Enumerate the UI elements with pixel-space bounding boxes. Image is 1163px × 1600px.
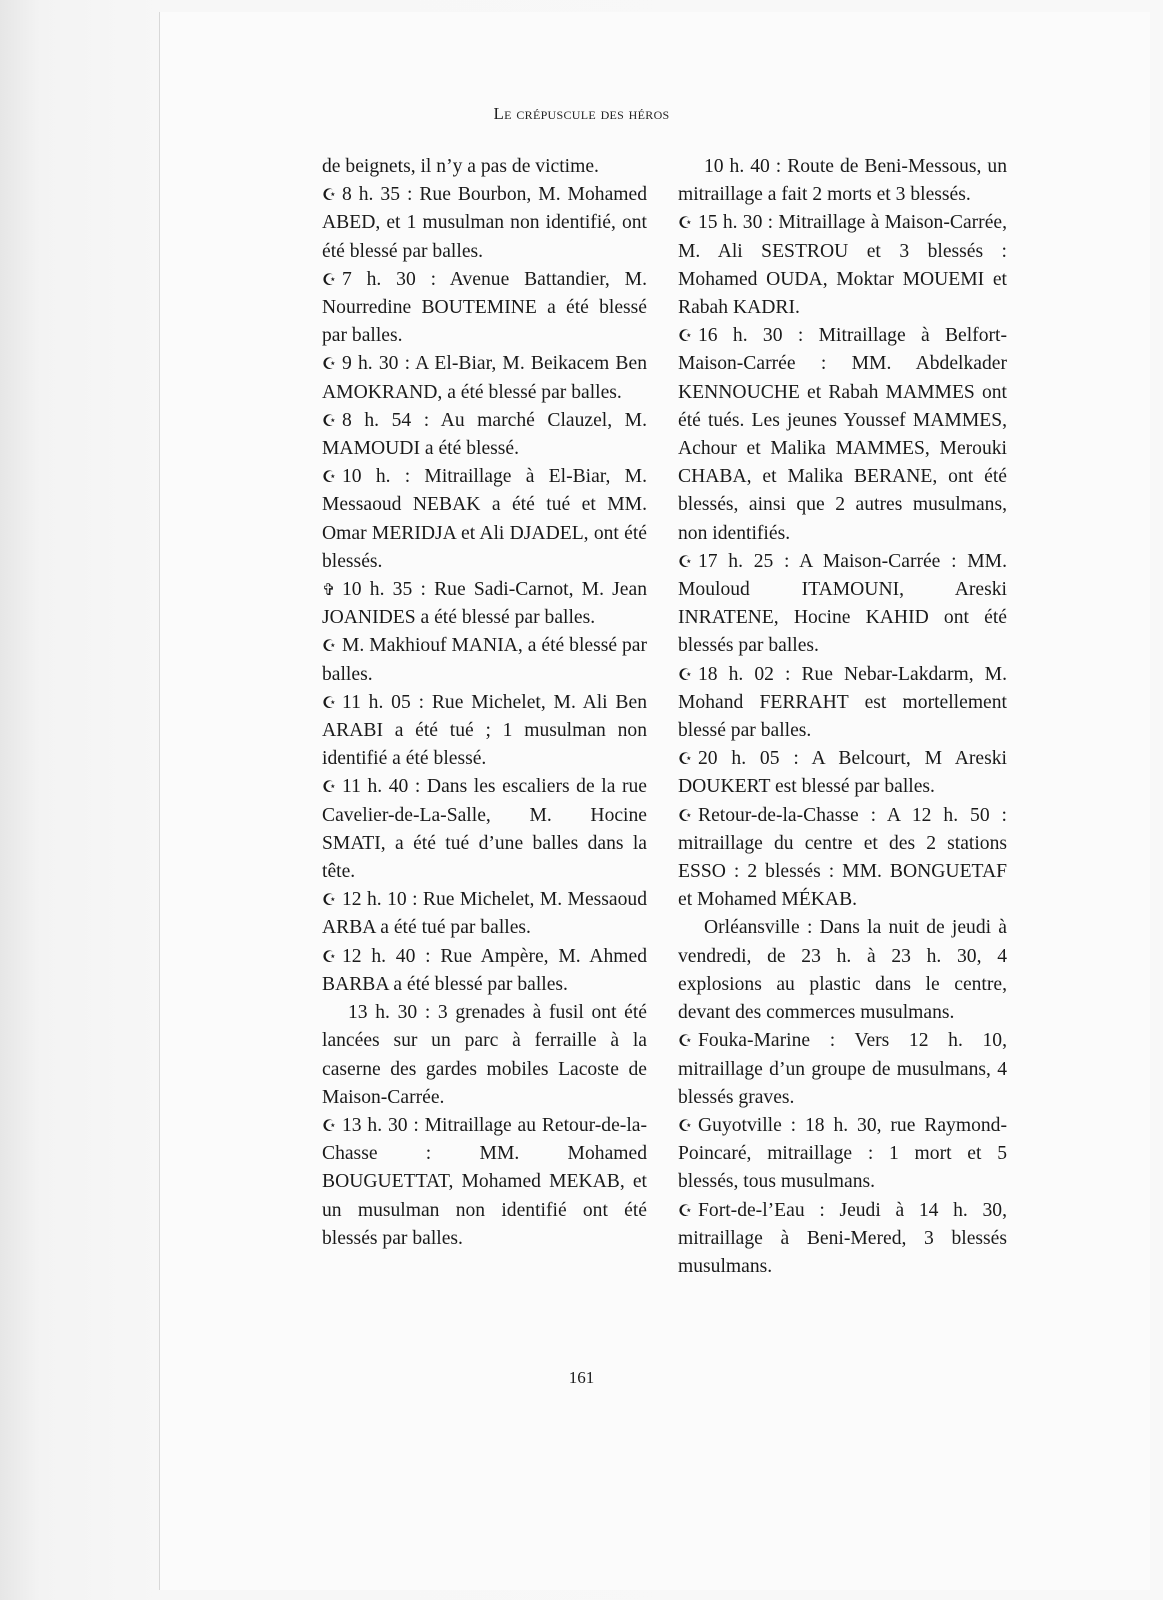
crescent-icon: ☪ (322, 946, 337, 966)
paragraph-text: 8 h. 54 : Au marché Clauzel, M. MAMOUDI a été blessé. (322, 409, 647, 460)
crescent-icon: ☪ (322, 692, 337, 712)
paragraph-text: 18 h. 02 : Rue Nebar-Lakdarm, M. Mohand FERRAHT est mortellement blessé par balles. (678, 663, 1007, 742)
paragraph-text: 8 h. 35 : Rue Bourbon, M. Mohamed ABED, et 1 musulman non identifié, ont été blessé par balles. (322, 184, 647, 262)
paragraph-text: 11 h. 05 : Rue Michelet, M. Ali Ben ARABI a été tué ; 1 musulman non identifié a été blessé. (322, 691, 647, 770)
incident-paragraph (322, 576, 647, 632)
crescent-icon: ☪ (678, 1031, 693, 1051)
incident-paragraph (322, 999, 647, 1112)
cross-icon: ✞ (322, 580, 336, 600)
incident-paragraph (678, 322, 1007, 548)
incident-paragraph (322, 689, 647, 774)
incident-paragraph (678, 153, 1007, 209)
incident-paragraph (322, 350, 647, 406)
incident-paragraph (322, 181, 647, 266)
crescent-icon: ☪ (678, 664, 693, 684)
paragraph-text: Orléansville : Dans la nuit de jeudi à vendredi, de 23 h. à 23 h. 30, 4 explosions au plastic dans le centre, devant des commerces musulmans. (678, 917, 1007, 1024)
crescent-icon: ☪ (322, 636, 337, 656)
crescent-icon: ☪ (678, 1200, 693, 1220)
incident-paragraph (678, 1112, 1007, 1197)
incident-paragraph (322, 1112, 647, 1253)
incident-paragraph (322, 773, 647, 886)
paragraph-text: Guyotville : 18 h. 30, rue Raymond-Poincaré, mitraillage : 1 mort et 5 blessés, tous musulmans. (678, 1114, 1007, 1193)
incident-paragraph (322, 266, 647, 351)
incident-paragraph (678, 661, 1007, 746)
paragraph-text: 13 h. 30 : Mitraillage au Retour-de-la-Chasse : MM. Mohamed BOUGUETTAT, Mohamed MEKAB, et un musulman non identifié ont été blessés par balles. (322, 1114, 647, 1249)
incident-paragraph (322, 153, 647, 181)
left-column (322, 153, 647, 1253)
paragraph-text: Fouka-Marine : Vers 12 h. 10, mitraillage d’un groupe de musulmans, 4 blessés graves. (678, 1030, 1007, 1108)
paragraph-text: 17 h. 25 : A Maison-Carrée : MM. Mouloud ITAMOUNI, Areski INRATENE, Hocine KAHID ont été blessés par balles. (678, 550, 1007, 657)
running-title: Le crépuscule des héros (493, 104, 670, 123)
crescent-icon: ☪ (678, 805, 693, 825)
paragraph-text: 10 h. 40 : Route de Beni-Messous, un mitraillage a fait 2 morts et 3 blessés. (678, 156, 1007, 206)
running-header (0, 104, 1163, 124)
incident-paragraph (678, 548, 1007, 661)
paragraph-text: Fort-de-l’Eau : Jeudi à 14 h. 30, mitraillage à Beni-Mered, 3 blessés musulmans. (678, 1199, 1007, 1277)
crescent-icon: ☪ (678, 551, 693, 571)
incident-paragraph (678, 745, 1007, 801)
crescent-icon: ☪ (322, 1115, 337, 1135)
paragraph-text: 7 h. 30 : Avenue Battandier, M. Nourredine BOUTEMINE a été blessé par balles. (322, 268, 647, 347)
crescent-icon: ☪ (322, 354, 337, 374)
paragraph-text: 9 h. 30 : A El-Biar, M. Beikacem Ben AMOKRAND, a été blessé par balles. (322, 353, 647, 403)
crescent-icon: ☪ (322, 410, 337, 430)
paragraph-text: 12 h. 10 : Rue Michelet, M. Messaoud ARBA a été tué par balles. (322, 889, 647, 939)
paragraph-text: 10 h. 35 : Rue Sadi-Carnot, M. Jean JOANIDES a été blessé par balles. (322, 579, 647, 629)
paragraph-text: 12 h. 40 : Rue Ampère, M. Ahmed BARBA a été blessé par balles. (322, 945, 647, 995)
incident-paragraph (678, 1027, 1007, 1112)
crescent-icon: ☪ (322, 185, 337, 205)
incident-paragraph (678, 1197, 1007, 1282)
paragraph-text: 20 h. 05 : A Belcourt, M Areski DOUKERT est blessé par balles. (678, 748, 1007, 798)
paragraph-text: 16 h. 30 : Mitraillage à Belfort-Maison-Carrée : MM. Abdelkader KENNOUCHE et Rabah MAMMES ont été tués. Les jeunes Youssef MAMMES, Achour et Malika MAMMES, Merouki CHABA, et Malika BERANE, ont été blessés, ainsi que 2 autres musulmans, non identifiés. (678, 325, 1007, 544)
paragraph-text: 13 h. 30 : 3 grenades à fusil ont été lancées sur un parc à ferraille à la caserne des gardes mobiles Lacoste de Maison-Carrée. (322, 1002, 647, 1108)
paragraph-text: 11 h. 40 : Dans les escaliers de la rue Cavelier-de-La-Salle, M. Hocine SMATI, a été tué d’une balles dans la tête. (322, 776, 647, 883)
incident-paragraph (678, 802, 1007, 915)
incident-paragraph (322, 632, 647, 688)
page-number: 161 (568, 1368, 595, 1387)
incident-paragraph (322, 407, 647, 463)
crescent-icon: ☪ (322, 269, 337, 289)
incident-paragraph (322, 463, 647, 576)
incident-paragraph (322, 943, 647, 999)
paragraph-text: de beignets, il n’y a pas de victime. (322, 156, 599, 177)
crescent-icon: ☪ (322, 467, 337, 487)
crescent-icon: ☪ (678, 213, 693, 233)
crescent-icon: ☪ (322, 777, 337, 797)
crescent-icon: ☪ (678, 749, 693, 769)
incident-paragraph (678, 914, 1007, 1027)
incident-paragraph (322, 886, 647, 942)
paragraph-text: M. Makhiouf MANIA, a été blessé par balles. (322, 635, 647, 685)
paragraph-text: 10 h. : Mitraillage à El-Biar, M. Messaoud NEBAK a été tué et MM. Omar MERIDJA et Ali DJADEL, ont été blessés. (322, 466, 647, 572)
incident-paragraph (678, 209, 1007, 322)
crescent-icon: ☪ (678, 326, 693, 346)
crescent-icon: ☪ (678, 1115, 693, 1135)
right-column (678, 153, 1007, 1281)
crescent-icon: ☪ (322, 890, 337, 910)
paragraph-text: 15 h. 30 : Mitraillage à Maison-Carrée, M. Ali SESTROU et 3 blessés : Mohamed OUDA, Moktar MOUEMI et Rabah KADRI. (678, 212, 1007, 319)
paragraph-text: Retour-de-la-Chasse : A 12 h. 50 : mitraillage du centre et des 2 stations ESSO : 2 blessés : MM. BONGUETAF et Mohamed MÉKAB. (678, 804, 1007, 911)
